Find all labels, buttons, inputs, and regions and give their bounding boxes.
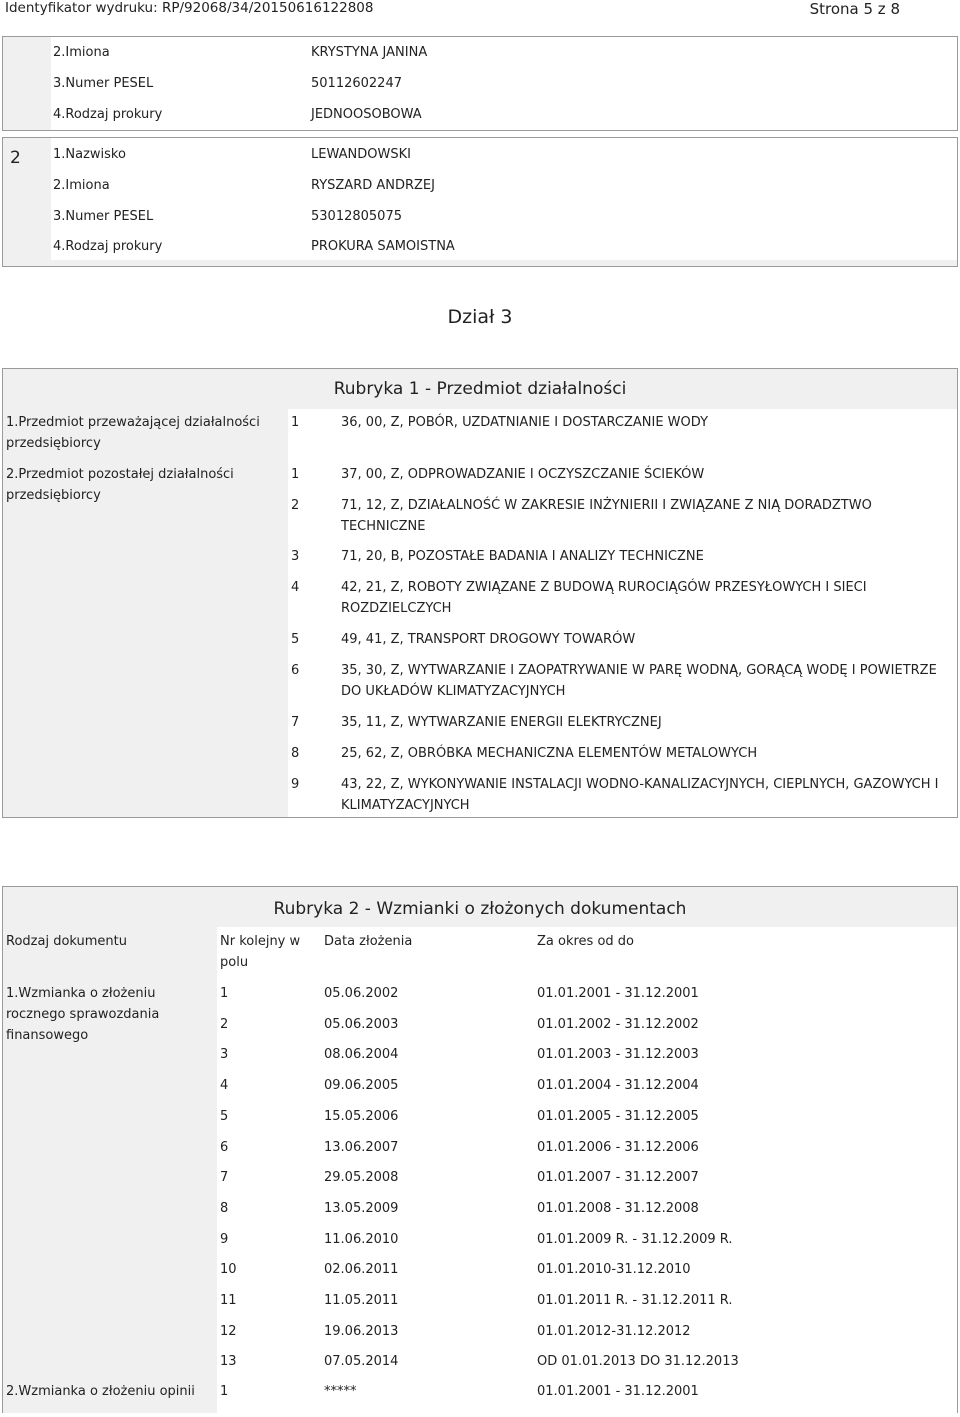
- document-number: 10: [220, 1262, 237, 1278]
- document-date: 13.05.2009: [324, 1200, 399, 1216]
- prokurent-1-pesel-label: 3.Numer PESEL: [53, 76, 154, 91]
- prokurent-1-names-value: KRYSTYNA JANINA: [311, 45, 428, 60]
- document-period: 01.01.2012-31.12.2012: [537, 1323, 691, 1339]
- rubryka-2-title: Rubryka 2 - Wzmianki o złożonych dokumentach: [273, 899, 687, 919]
- document-date: 19.06.2013: [324, 1323, 399, 1339]
- group-2-label: 2.Wzmianka o złożeniu opinii: [6, 1384, 195, 1399]
- document-date: 08.06.2004: [324, 1047, 399, 1063]
- prokurent-2-section: [2, 137, 958, 267]
- prokurent-2-surname-label: 1.Nazwisko: [53, 147, 126, 162]
- document-date: 07.05.2014: [324, 1354, 399, 1370]
- activity-text: 37, 00, Z, ODPROWADZANIE I OCZYSZCZANIE ŚCIEKÓW: [341, 467, 705, 482]
- document-number: 1: [220, 1384, 229, 1399]
- document-date: 11.06.2010: [324, 1231, 399, 1247]
- document-date: 05.06.2003: [324, 1016, 399, 1032]
- document-period: 01.01.2003 - 31.12.2003: [537, 1047, 699, 1063]
- document-number: 2: [220, 1016, 229, 1032]
- activity-number: 6: [291, 663, 300, 678]
- document-date: 11.05.2011: [324, 1293, 399, 1308]
- document-number: 6: [220, 1139, 229, 1155]
- document-date: 05.06.2002: [324, 986, 399, 1001]
- activity-number: 5: [291, 632, 300, 647]
- document-date: 29.05.2008: [324, 1170, 399, 1186]
- document-period: OD 01.01.2013 DO 31.12.2013: [537, 1354, 739, 1370]
- document-period: 01.01.2002 - 31.12.2002: [537, 1016, 699, 1032]
- activity-number: 4: [291, 580, 300, 595]
- activity-number: 9: [291, 777, 300, 792]
- group-1-label: 1.Wzmianka o złożeniu rocznego sprawozdania finansowego: [6, 986, 160, 1043]
- activity-text: 35, 30, Z, WYTWARZANIE I ZAOPATRYWANIE W PARĘ WODNĄ, GORĄCĄ WODĘ I POWIETRZE DO UKŁADÓW KLIMATYZACYJNYCH: [341, 663, 937, 699]
- rubryka-1-table: [2, 368, 958, 818]
- prokurent-2-type-value: PROKURA SAMOISTNA: [311, 239, 455, 254]
- col-header-nr: Nr kolejny w polu: [220, 934, 301, 970]
- main-activity-label: 1.Przedmiot przeważającej działalności przedsiębiorcy: [6, 415, 260, 451]
- document-period: 01.01.2001 - 31.12.2001: [537, 1384, 699, 1399]
- document-period: 01.01.2011 R. - 31.12.2011 R.: [537, 1293, 733, 1308]
- document-date: 13.06.2007: [324, 1139, 399, 1155]
- col-header-period: Za okres od do: [537, 934, 634, 949]
- rubryka-1-title: Rubryka 1 - Przedmiot działalności: [333, 379, 627, 399]
- activity-number: 8: [291, 746, 300, 761]
- activity-text: 35, 11, Z, WYTWARZANIE ENERGII ELEKTRYCZNEJ: [341, 715, 662, 730]
- prokurent-2-names-label: 2.Imiona: [53, 178, 110, 193]
- activity-text: 49, 41, Z, TRANSPORT DROGOWY TOWARÓW: [341, 632, 636, 647]
- prokurent-1-names-label: 2.Imiona: [53, 45, 110, 60]
- prokurent-1-type-label: 4.Rodzaj prokury: [53, 107, 163, 122]
- activity-text: 42, 21, Z, ROBOTY ZWIĄZANE Z BUDOWĄ RUROCIĄGÓW PRZESYŁOWYCH I SIECI ROZDZIELCZYCH: [341, 580, 867, 616]
- other-activity-label: 2.Przedmiot pozostałej działalności przedsiębiorcy: [6, 467, 234, 503]
- prokurent-1-pesel-value: 50112602247: [311, 76, 402, 91]
- document-number: 7: [220, 1170, 229, 1186]
- prokurent-2-pesel-label: 3.Numer PESEL: [53, 209, 154, 224]
- activity-number: 3: [291, 549, 300, 564]
- prokurent-1-section: [2, 36, 958, 131]
- document-number: 4: [220, 1078, 229, 1094]
- document-period: 01.01.2009 R. - 31.12.2009 R.: [537, 1231, 733, 1247]
- document-number: 5: [220, 1108, 229, 1124]
- activity-text: 71, 20, B, POZOSTAŁE BADANIA I ANALIZY TECHNICZNE: [341, 549, 704, 564]
- document-number: 1: [220, 986, 229, 1001]
- activity-text: 36, 00, Z, POBÓR, UZDATNIANIE I DOSTARCZANIE WODY: [341, 415, 709, 430]
- prokurent-2-names-value: RYSZARD ANDRZEJ: [311, 178, 435, 193]
- col-header-date: Data złożenia: [324, 934, 413, 949]
- activity-text: 71, 12, Z, DZIAŁALNOŚĆ W ZAKRESIE INŻYNIERII I ZWIĄZANE Z NIĄ DORADZTWO TECHNICZNE: [341, 498, 872, 534]
- activity-text: 25, 62, Z, OBRÓBKA MECHANICZNA ELEMENTÓW METALOWYCH: [341, 746, 758, 761]
- col-header-type: Rodzaj dokumentu: [6, 934, 127, 949]
- rubryka-2-table: [2, 886, 958, 1413]
- document-number: 8: [220, 1200, 229, 1216]
- prokurent-2-index: 2: [10, 148, 21, 168]
- activity-number: 2: [291, 498, 300, 513]
- document-period: 01.01.2008 - 31.12.2008: [537, 1200, 699, 1216]
- activity-text: 43, 22, Z, WYKONYWANIE INSTALACJI WODNO-KANALIZACYJNYCH, CIEPLNYCH, GAZOWYCH I KLIMATYZACYJNYCH: [341, 777, 939, 813]
- document-number: 11: [220, 1293, 237, 1308]
- document-period: 01.01.2004 - 31.12.2004: [537, 1078, 699, 1094]
- activity-number: 7: [291, 715, 300, 730]
- prokurent-2-surname-value: LEWANDOWSKI: [311, 147, 411, 162]
- document-number: 9: [220, 1231, 229, 1247]
- section-title: Dział 3: [447, 306, 513, 328]
- document-date: 09.06.2005: [324, 1078, 399, 1094]
- activity-number: 1: [291, 415, 300, 430]
- page-number: Strona 5 z 8: [809, 0, 900, 18]
- activity-number: 1: [291, 467, 300, 482]
- print-identifier: Identyfikator wydruku: RP/92068/34/20150616122808: [5, 0, 374, 16]
- print-header: [0, 0, 960, 18]
- document-period: 01.01.2001 - 31.12.2001: [537, 986, 699, 1001]
- document-date: 15.05.2006: [324, 1108, 399, 1124]
- document-period: 01.01.2005 - 31.12.2005: [537, 1108, 699, 1124]
- document-date: 02.06.2011: [324, 1262, 399, 1278]
- document-period: 01.01.2010-31.12.2010: [537, 1262, 691, 1278]
- document-number: 3: [220, 1047, 229, 1063]
- prokurent-2-pesel-value: 53012805075: [311, 209, 402, 224]
- document-period: 01.01.2006 - 31.12.2006: [537, 1139, 699, 1155]
- document-number: 13: [220, 1354, 237, 1370]
- document-period: 01.01.2007 - 31.12.2007: [537, 1170, 699, 1186]
- prokurent-1-type-value: JEDNOOSOBOWA: [311, 107, 422, 122]
- document-number: 12: [220, 1323, 237, 1339]
- document-date: *****: [324, 1384, 357, 1399]
- prokurent-2-type-label: 4.Rodzaj prokury: [53, 239, 163, 254]
